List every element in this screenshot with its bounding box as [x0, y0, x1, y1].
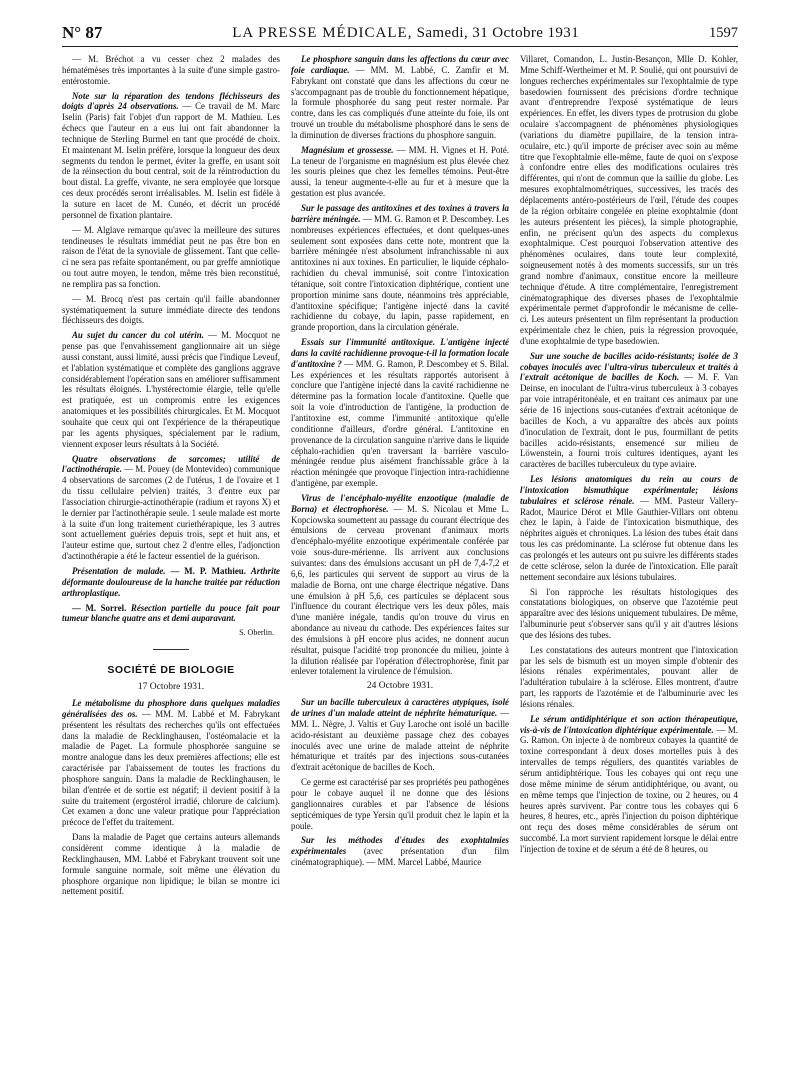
article-phosphore-os	[62, 698, 280, 828]
paragraph: — M. Brocq n'est pas certain qu'il faille abandonner systématiquement la suture immédiate directe des tendons fléchisseurs des doigts.	[62, 293, 280, 326]
article-text: — MM. G. Ramon et P. Descombey. Les nombreuses expériences effectuées, et dont quelques-unes seulement sont exposées dans cette note, montrent que la barrière méningée n'est absolument infranchissable ni aux antitoxines ni aux toxines. En particulier, le liquide céphalo-rachidien du cheval immunisé, soit contre l'intoxication tétanique, soit contre l'intoxication diphtérique, contient une proportion minime sans doute, néanmoins très appréciable, d'antitoxine spécifique; l'antigène injecté dans la cavité rachidienne du cobaye, du lapin, passe rapidement, en grande proportion, dans la circulation générale.	[291, 213, 509, 333]
paragraph: Si l'on rapproche les résultats histologiques des constatations biologiques, on observe que l'azotémie peut apparaître avec des lésions uniquement tubulaires. De même, l'albuminurie peut s'observer sans qu'il y ait d'autres lésions que des lésions des tubes.	[520, 586, 738, 640]
article-author: — M. P. Mathieu.	[165, 565, 251, 576]
article-title: Sur un bacille tuberculeux à caractères atypiques, isolé de urines d'un malade atteint de néphrite hématurique.	[291, 697, 509, 719]
column-left	[62, 54, 280, 1054]
page-header	[62, 20, 738, 47]
article-title: Sur le passage des antitoxines et des toxines à travers la barrière méningée.	[291, 202, 509, 224]
article-text: — MM. M. Labbé et M. Fabrykant présentent les résultats des recherches qu'ils ont effectuées dans la maladie de Recklinghausen, l'ostéomalacie et la maladie de Paget. La formule phosphorée sanguine se montre analogue dans les deux premières affections; elle est caractérisée par l'abaissement de toutes les fractions du phosphore sanguin. Dans la maladie de Recklinghausen, le bilan d'entrée et de sortie est négatif; il devient positif à la suite du traitement (ergostérol irradié, chlorure de calcium). Cet examen a donc une valeur pratique pour l'appréciation précoce de l'effet du traitement.	[62, 708, 280, 828]
article-text: — MM. M. Labbé, C. Zamfir et M. Fabrykant ont constaté que dans les affections du cœur ne s'accompagnant pas de trouble du fonctionnement hépatique, la formule phosphorée du sang peut rester normale. Par contre, dans les cas compliqués d'une atteinte du foie, ils ont trouvé un trouble du métabolisme phosphoré dans le sens de la diminution de diverses fractions du phosphore sanguin.	[291, 64, 509, 140]
article-text: — Ce travail de M. Marc Iselin (Paris) fait l'objet d'un rapport de M. Mathieu. Les échecs que l'auteur en a eus lui ont fait abandonner la technique de Sterling Burmel en tant que procédé de choix. Et maintenant M. Iselin préfère, lorsque la longueur des deux segments du tendon le permet, éviter la greffe, en usant soit de la réinsection du bout central, soit de la réintroduction du bout distal. La greffe, vivante, ne sera employée que lorsque ces deux procédés seront irréalisables. M. Iselin est fidèle à la suture en lacet de M. Cunéo, et décrit un procédé personnel de fixation plantaire.	[62, 101, 280, 220]
signature: S. Oberlin.	[239, 628, 274, 638]
page-number: 1597	[708, 24, 738, 41]
article-title: Les lésions anatomiques du rein au cours de l'intoxication bismuthique expérimentale; lésions tubulaires et sclérose rénale.	[520, 474, 738, 506]
article-columns	[62, 54, 738, 1054]
article-title: Arthrite déformante douloureuse de la hanche traitée par réduction arthroplastique.	[62, 565, 280, 598]
section-heading: SOCIÉTÉ DE BIOLOGIE	[107, 664, 235, 677]
article-text: — MM. Pasteur Vallery-Radot, Maurice Dérot et Mlle Gauthier-Villars ont obtenu chez le lapin, à l'aide de l'intoxication bismuthique, des néphrites aiguës et chroniques. La lésion des tubes était dans tous les cas prédominante. La sclérose fut obtenue dans les cas prolongés et les auteurs ont pu suivre les différents stades de cette sclérose, selon la durée de l'intoxication. Elle paraît nettement secondaire aux lésions tubulaires.	[520, 495, 738, 582]
article-tendons	[62, 91, 280, 221]
article-text: — M. F. Van Deinse, en inoculant de l'ultra-virus tuberculeux à 3 cobayes par voie intrapéritonéale, et en traitant ces animaux par une série de 16 injections sous-cutanées d'extrait acétonique de bacilles de Koch, a vu apparaître des abcès aux points d'inoculation de l'extrait, dont le pus, fourmillant de petits bacilles acido-résistants, ensemencé sur milieu de Löwenstein, a fourni trois cultures identiques, ayant les caractères de bacilles tuberculeux du type aviaire.	[520, 372, 738, 470]
article-title: Sur une souche de bacilles acido-résistants; isolée de 3 cobayes inoculés avec l'ultra-virus tuberculeux et traités à l'extrait acétonique de bacilles de Koch.	[520, 350, 738, 383]
article-phosphore-coeur	[291, 54, 509, 141]
session-date: 24 Octobre 1931.	[366, 681, 434, 692]
session-date: 17 Octobre 1931.	[137, 682, 205, 693]
divider	[153, 649, 189, 650]
article-text: — M. G. Ramon. On injecte à de nombreux cobayes la quantité de toxine correspondant à deux doses mortelles puis à des intervalles de temps réguliers, des quantités variables de sérum antidiphtérique. Tous les cobayes qui ont reçu une dose même minime de sérum antidiphtérique, ou avant, ou en même temps que l'injection de toxine, ou 2 heures, ou 4 heures après survivent. Par contre tous les cobayes qui 6 heures, 8 heures, etc., après l'injection du poison diphtérique ont reçu des doses même considérables de sérum ont succombé. La mort survient rapidement lorsque le délai entre l'injection de toxine et de sérum a été de 8 heures, ou	[520, 724, 738, 854]
paragraph: — M. Bréchot a vu cesser chez 2 malades des hématémèses très importantes à la suite d'une simple gastro-entérostomie.	[62, 54, 280, 86]
article-text: — M. Mocquot ne pense pas que l'envahissement ganglionnaire ait un siège aussi constant, aussi limité, aussi précis que l'indique Leveuf, et l'ablation systématique et complète des ganglions aggrave considérablement l'opération sans en améliorer suffisamment les résultats éloignés. L'hystérectomie élargie, telle qu'elle est pratiquée, est un compromis entre les exigences anatomiques et les possibilités chirurgicales. Et M. Mocquot souhaite que ceux qui ont l'expérience de la thérapeutique par les agents physiques, spécialement par le radium, viennent exposer leurs résultats à la Société.	[62, 330, 280, 449]
journal-name: LA PRESSE MÉDICALE,	[232, 24, 413, 41]
article-title: Au sujet du cancer du col utérin.	[72, 330, 204, 341]
article-exophtalmies	[291, 835, 509, 868]
article-title: Magnésium et grossesse.	[301, 144, 394, 155]
article-text: — MM. L. Nègre, J. Valtis et Guy Laroche ont isolé un bacille acido-résistant au deuxième passage chez des cobayes inoculés avec une urine de malade atteint de néphrite hématurique et traités par des injections sous-cutanées d'extrait acétonique de bacilles de Koch.	[291, 708, 509, 773]
column-middle	[291, 54, 509, 1054]
article-immunite	[291, 337, 509, 489]
article-text: — M. S. Nicolau et Mme L. Kopciowska soumettent au passage du courant électrique des émulsions de cerveau provenant d'animaux morts d'encéphalo-myélite enzootique expérimentale conférée par voie sous-dure-mérienne. Ils arrivent aux conclusions suivantes: dans des émulsions accusant un pH de 7,4-7,2 et 6,6, les particules qui servent de support au virus de la maladie de Borna, ont une charge électrique négative. Dans une émulsion à pH 5,6, ces particules se déplacent sous l'influence du courant électrique vers les deux pôles, mais d'une manière inégale, tandis qu'on trouve du virus en abondance au niveau du cathode. Des expériences faites sur des émulsions à pH encore plus acides, ne donnent aucun résultat, puisque l'acidité trop prononcée du milieu, jointe à la dilution réalisée par l'opération d'électrophorèse, finit par enlever totalement la virulence de l'émulsion.	[291, 503, 509, 677]
article-author: — M. Sorrel.	[72, 602, 131, 613]
running-title	[232, 25, 579, 42]
article-presentation	[62, 566, 280, 599]
article-title: Résection partielle du pouce fait pour tumeur blanche quatre ans et demi auparavant.	[62, 602, 280, 624]
article-bacilles-acido	[520, 351, 738, 470]
paragraph: Les constatations des auteurs montrent que l'intoxication par les sels de bismuth est un moyen simple d'obtenir des lésions rénales expérimentales, pouvant aller de l'adultération tubulaire à la sclérose. Elles montrent, d'autre part, les rapports de l'azotémie et de l'albuminurie avec les lésions rénales.	[520, 644, 738, 709]
paragraph: Ce germe est caractérisé par ses propriétés peu pathogènes pour le cobaye auquel il ne donne que des lésions ganglionnaires curables et par l'absence de lésions septicémiques de type Yersin qu'il produit chez le lapin et la poule.	[291, 777, 509, 831]
paragraph: Villaret, Comandon, L. Justin-Besançon, Mlle D. Kohler, Mme Schiff-Wertheimer et M. P. Soulié, qui ont poursuivi de longues recherches expérimentales sur l'exophtalmie de type basedowien fournissent des précisions d'ordre technique avant d'entreprendre l'exposé systématique de leurs expériences. En effet, les divers types de protrusion du globe oculaire s'accompagnent de phénomènes physiologiques (variations du diamètre pupillaire, de la tension intra-oculaire, etc.) qu'il importe de préciser avec soin au même titre que l'exophtalmie elle-même, faute de quoi on s'expose à confondre entre elles des modifications oculaires très différentes, qui n'ont de commun que la saillie du globe. Les mesures exophtalmométriques, successives, les tracés des déplacements antéro-postérieurs de l'œil, l'étude des coupes de la région orbitaire congelée en pleine exophtalmie (dont les auteurs présentent les pièces), la simple photographie, enfin, ne précisent qu'un des aspects du complexus exophtalmique. C'est pourquoi l'observation attentive des phénomènes oculaires, dans toute leur complexité, soigneusement notés à des moments successifs, sur un très grand nombre d'animaux, constitue encore la meilleure technique d'étude. A titre complémentaire, l'enregistrement cinématographique des diverses phases de l'exophtalmie expérimentale permet d'approfondir le mécanisme de celle-ci. Les auteurs présentent un film représentant la production expérimentale chez le chien, puis la régression provoquée, d'une exophtalmie de type basedowien.	[520, 54, 738, 346]
article-text: — MM. H. Vignes et H. Poté. La teneur de l'organisme en magnésium est plus élevée chez les souris pleines que chez les femelles témoins. Peut-être aussi, la teneur augmente-t-elle au fur et à mesure que la gestation est plus avancée.	[291, 144, 509, 199]
article-bacille-atypique	[291, 697, 509, 773]
article-title: Essais sur l'immunité antitoxique. L'antigène injecté dans la cavité rachidienne provoque-t-il la formation locale d'antitoxine ?	[291, 337, 509, 369]
paragraph: Dans la maladie de Paget que certains auteurs allemands considèrent comme identique à la maladie de Recklinghausen, MM. Labbé et Fabrykant trouvent soit une formule sanguine normale, soit même une élévation du phosphore organique non lipidique; le bilan se montre ici nettement positif.	[62, 832, 280, 897]
article-antitoxines	[291, 203, 509, 333]
article-serum	[520, 714, 738, 855]
column-right	[520, 54, 738, 1054]
article-title: Présentation de malade.	[72, 565, 166, 576]
article-sarcomes	[62, 454, 280, 562]
article-title: Le sérum antidiphtérique et son action thérapeutique, vis-à-vis de l'intoxication diphtérique expérimentale.	[520, 713, 738, 735]
article-sorrel	[62, 603, 280, 625]
article-borna	[291, 493, 509, 677]
article-lesions-rein	[520, 474, 738, 582]
issue-number: N° 87	[62, 23, 103, 42]
article-title: Note sur la réparation des tendons fléchisseurs des doigts d'après 24 observations.	[62, 90, 280, 112]
article-title: Virus de l'encéphalo-myélite enzootique (maladie de Borna) et électrophorèse.	[291, 492, 509, 514]
article-title: Le métabolisme du phosphore dans quelques maladies généralisées des os.	[62, 698, 280, 719]
article-cancer	[62, 330, 280, 449]
article-title: Le phosphore sanguin dans les affections du cœur avec foie cardiaque.	[291, 54, 509, 75]
article-text: (avec présentation d'un film cinématographique). — MM. Marcel Labbé, Maurice	[291, 846, 509, 868]
paragraph: — M. Alglave remarque qu'avec la meilleure des sutures tendineuses le résultats immédiat peut ne pas être bon en raison de l'état de la synoviale de glissement. Tant que celle-ci ne sera pas refaite spontanément, ou par greffe amniotique ou tout autre moyen, le tendon, même très bien reconstitué, ne remplira pas sa fonction.	[62, 224, 280, 289]
article-title: Sur les méthodes d'études des exophtalmies expérimentales	[291, 835, 509, 857]
article-magnesium	[291, 145, 509, 199]
article-text: — M. Pouey (de Montevideo) communique 4 observations de sarcomes (2 de l'utérus, 1 de l'ovaire et 1 du tissu cellulaire pelvien) traités, 3 d'entre eux par l'association chirurgie-actinothérapie (radium et rayons X) et le dernier par l'actinothérapie seule. 1 seule malade est morte à la suite d'un long traitement curiethérapique, les 3 autres sont actuellement guéries depuis trois, sept et huit ans, et l'auteur estime que, surtout chez 2 d'entre elles, l'adjonction d'actinothérapie a été le facteur essentiel de la guérison.	[62, 464, 280, 562]
article-text: — MM. G. Ramon, P. Descombey et S. Bilal. Les expériences et les résultats rapportés autorisent à conclure que l'antigène injecté dans la cavité rachidienne ne détermine pas la formation locale d'antitoxine. Quelle que soit la voie d'introduction de l'antigène, la production de l'antitoxine est, comme l'immunité antitoxique qu'elle conditionne d'ailleurs, d'ordre général. L'antitoxine en provenance de la circulation sanguine n'arrive dans le liquide céphalo-rachidien qu'en traversant la barrière vasculo-méningée rendue plus aisément franchissable grâce à la réaction méningée que provoque l'injection intra-rachidienne d'antigène, par exemple.	[291, 358, 509, 489]
article-title: Quatre observations de sarcomes; utilité de l'actinothérapie.	[62, 453, 280, 475]
issue-date: Samedi, 31 Octobre 1931	[416, 24, 580, 41]
